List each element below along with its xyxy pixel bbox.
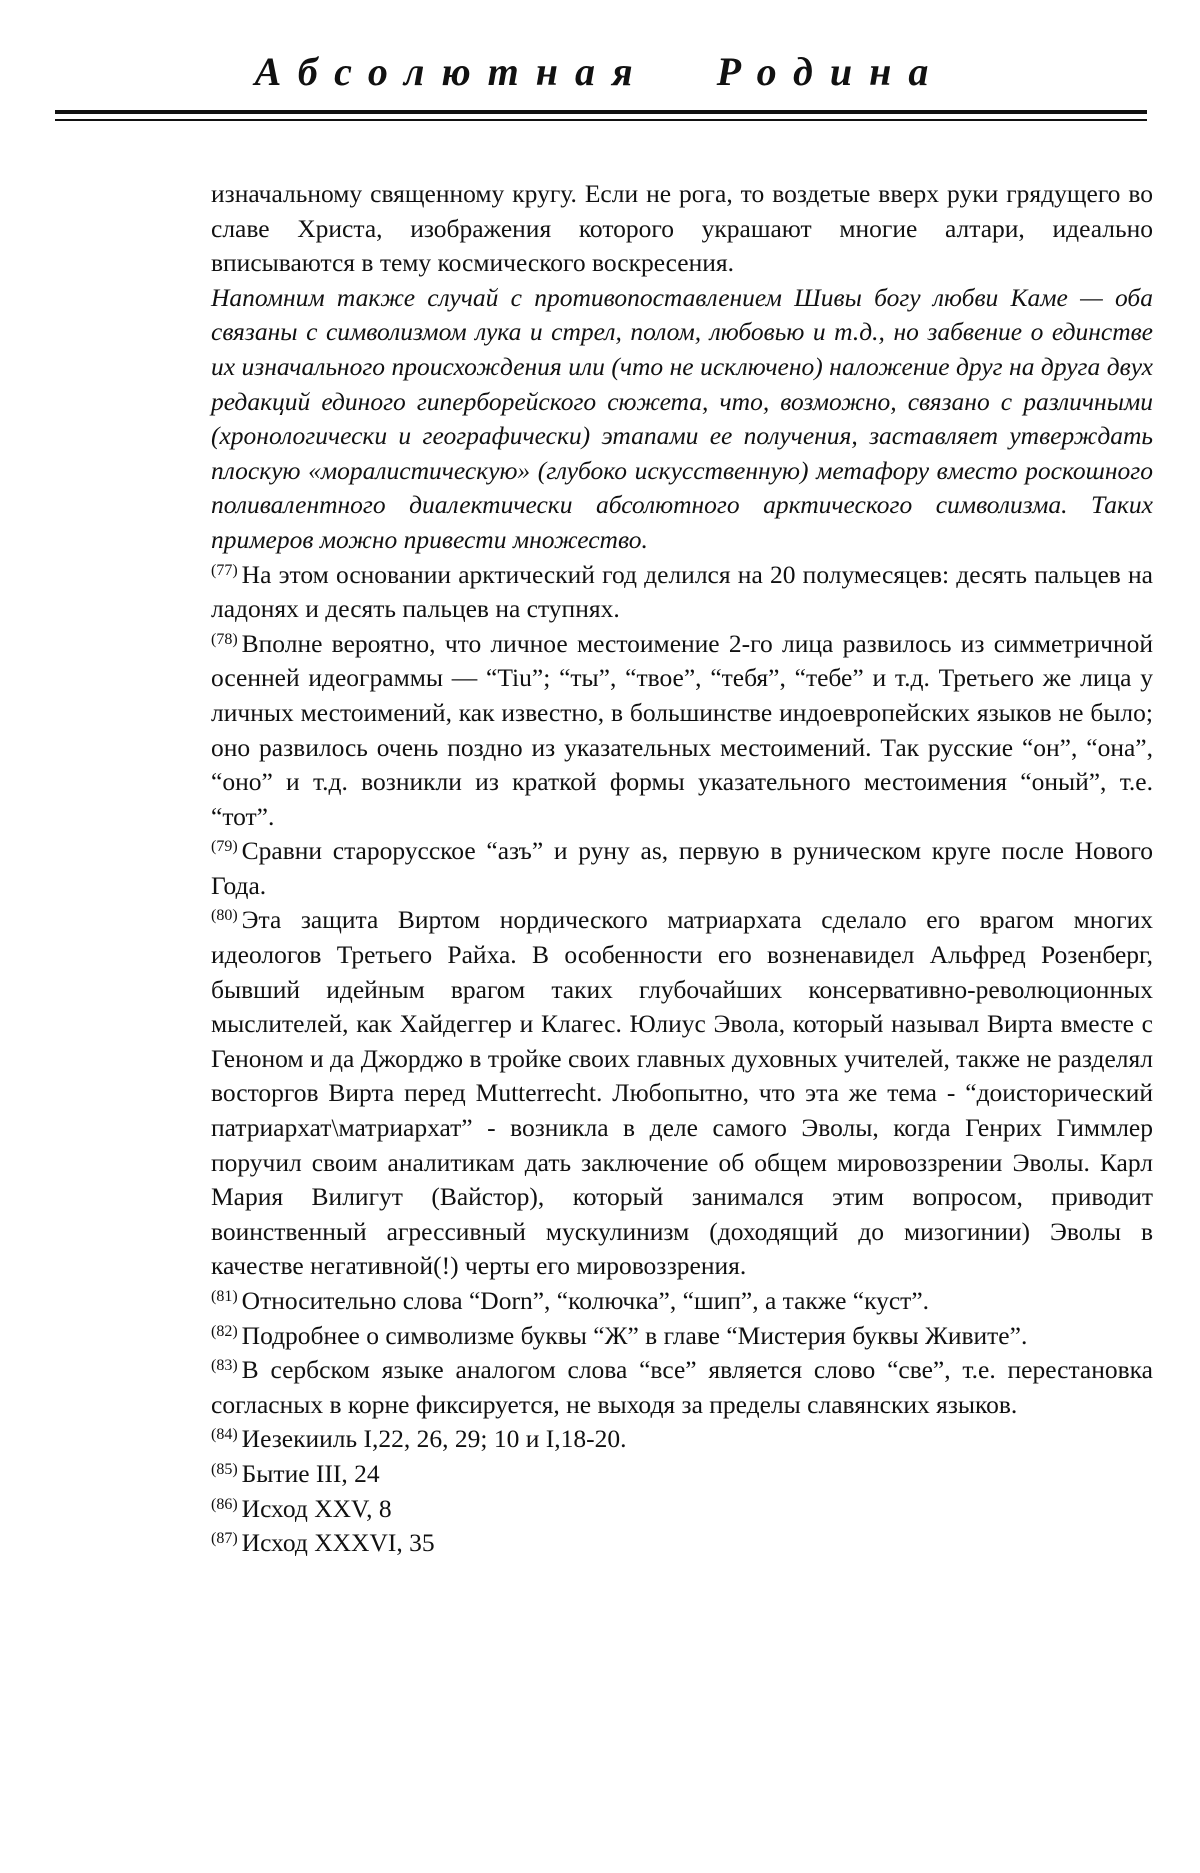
footnote-marker: (82) <box>211 1322 238 1340</box>
intro-paragraph: изначальному священному кругу. Если не рога, то воздетые вверх руки грядущего во славе Христа, изображения которого украшают многие алтари, идеально вписываются в тему космического воскресения. <box>211 179 1153 278</box>
footnote-text: Подробнее о символизме буквы “Ж” в главе “Мистерия буквы Живите”. <box>241 1320 1028 1350</box>
footnote-marker: (83) <box>211 1357 238 1375</box>
header-rule-thin <box>55 119 1147 121</box>
footnote-marker: (86) <box>211 1495 238 1513</box>
footnote-marker: (78) <box>211 630 238 648</box>
footnote-text: Иезекииль I,22, 26, 29; 10 и I,18-20. <box>241 1424 627 1454</box>
footnote-text: Сравни старорусское “азъ” и руну as, первую в руническом круге после Нового Года. <box>211 836 1153 900</box>
running-title: Абсолютная Родина <box>254 49 946 94</box>
footnote-85 <box>211 1457 1153 1492</box>
footnote-text: Бытие III, 24 <box>241 1458 380 1488</box>
footnote-text: В сербском языке аналогом слова “все” является слово “све”, т.е. перестановка согласных в корне фиксируется, не выходя за пределы славянских языков. <box>211 1355 1153 1419</box>
footnote-82 <box>211 1319 1153 1354</box>
footnote-77 <box>211 558 1153 627</box>
footnote-text: На этом основании арктический год делился на 20 полумесяцев: десять пальцев на ладонях и десять пальцев на ступнях. <box>211 559 1153 624</box>
footnote-marker: (87) <box>211 1530 238 1548</box>
footnote-text: Вполне вероятно, что личное местоимение 2-го лица развилось из симметричной осенней идеограммы — “Tiu”; “ты”, “твое”, “тебя”, “тебе” и т.д. Третьего же лица у личных местоимений, как известно, в большинстве индоевропейских языков не было; оно развилось очень поздно из указательных местоимений. Так русские “он”, “она”, “оно” и т.д. возникли из краткой формы указательного местоимения “оный”, т.е. “тот”. <box>211 628 1153 831</box>
footnote-87 <box>211 1526 1153 1561</box>
footnote-81 <box>211 1284 1153 1319</box>
footnote-83 <box>211 1353 1153 1422</box>
footnote-78 <box>211 627 1153 835</box>
footnote-79 <box>211 834 1153 903</box>
footnote-marker: (84) <box>211 1426 238 1444</box>
footnote-text: Относительно слова “Dorn”, “колючка”, “шип”, а также “куст”. <box>241 1286 930 1315</box>
footnote-text: Исход XXXVI, 35 <box>241 1528 435 1558</box>
footnote-text: Исход XXV, 8 <box>241 1493 392 1523</box>
page-body <box>211 177 1153 1561</box>
footnote-marker: (81) <box>211 1288 238 1305</box>
footnote-84 <box>211 1422 1153 1457</box>
footnote-marker: (80) <box>211 907 238 925</box>
footnote-marker: (79) <box>211 838 238 856</box>
footnote-80 <box>211 903 1153 1284</box>
footnote-marker: (85) <box>211 1460 238 1478</box>
italic-paragraph: Напомним также случай с противопоставлением Шивы богу любви Каме — оба связаны с символизмом лука и стрел, полом, любовью и т.д., но забвение о единстве их изначального происхождения или (что не исключено) наложение друг на друга двух редакций единого гиперборейского сюжета, что, возможно, связано с различными (хронологически и географически) этапами ее получения, заставляет утверждать плоскую «моралистическую» (глубоко искусственную) метафору вместо роскошного поливалентного диалектически абсолютного арктического символизма. Таких примеров можно привести множество. <box>211 282 1153 554</box>
footnote-86 <box>211 1492 1153 1527</box>
header-rule-thick <box>55 110 1147 114</box>
footnote-marker: (77) <box>211 561 238 579</box>
footnote-text: Эта защита Виртом нордического матриархата сделало его врагом многих идеологов Третьего Райха. В особенности его возненавидел Альфред Розенберг, бывший идейным врагом таких глубочайших консервативно-революционных мыслителей, как Хайдеггер и Клагес. Юлиус Эвола, который называл Вирта вместе с Геноном и да Джорджо в тройке своих главных духовных учителей, также не разделял восторгов Вирта перед Mutterrecht. Любопытно, что эта же тема - “доисторический патриархат\матриархат” - возникла в деле самого Эволы, когда Генрих Гиммлер поручил своим аналитикам дать заключение об общем мировоззрении Эволы. Карл Мария Вилигут (Вайстор), который занимался этим вопросом, приводит воинственный агрессивный мускулинизм (доходящий до мизогинии) Эволы в качестве негативной(!) черты его мировоззрения. <box>211 905 1153 1281</box>
